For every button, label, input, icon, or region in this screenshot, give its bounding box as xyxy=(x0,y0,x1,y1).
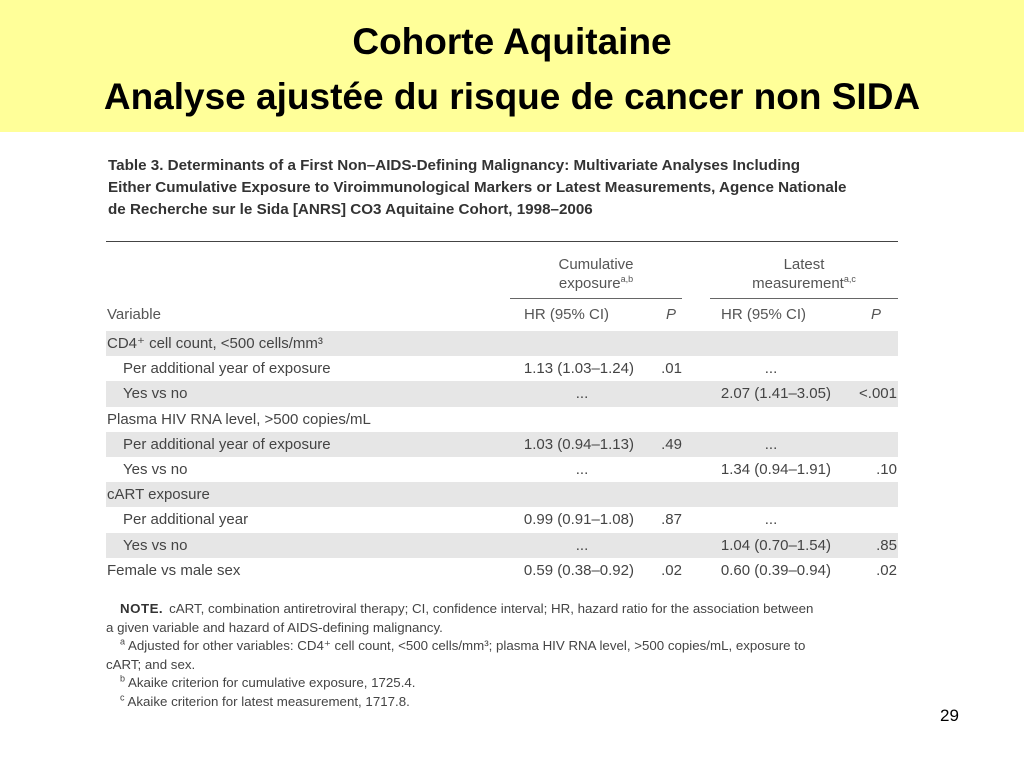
cell-variable: CD4⁺ cell count, <500 cells/mm³ xyxy=(107,335,323,352)
group1-sup: a,b xyxy=(620,274,634,284)
cell-hr-latest: 1.34 (0.94–1.91) xyxy=(720,460,831,478)
cell-variable: Plasma HIV RNA level, >500 copies/mL xyxy=(107,410,371,428)
table-title-line-1: Table 3. Determinants of a First Non–AIDS-Defining Malignancy: Multivariate Analyses Including xyxy=(108,157,800,174)
cell-hr-cumulative: 0.99 (0.91–1.08) xyxy=(523,511,634,529)
table-title-line-2: Either Cumulative Exposure to Viroimmunological Markers or Latest Measurements, Agence Nationale xyxy=(108,179,847,196)
table-row xyxy=(106,407,898,432)
col-header-hr-latest: HR (95% CI) xyxy=(721,306,807,323)
cell-variable: Yes vs no xyxy=(123,460,188,478)
cell-hr-cumulative: 1.03 (0.94–1.13) xyxy=(523,435,634,453)
cell-variable: Per additional year xyxy=(123,511,249,529)
group1-line1: Cumulative xyxy=(558,256,634,273)
col-header-p-cumulative: P xyxy=(666,306,677,323)
slide-title-line-1: Cohorte Aquitaine xyxy=(352,21,672,62)
cell-p-latest: .85 xyxy=(876,536,897,554)
cell-p-latest: <.001 xyxy=(859,385,897,403)
cell-hr-latest: 2.07 (1.41–3.05) xyxy=(720,385,831,403)
cell-hr-latest: 1.04 (0.70–1.54) xyxy=(720,536,831,554)
slide-title-line-2: Analyse ajustée du risque de cancer non SIDA xyxy=(103,76,921,117)
group2-line2: measurement$^{a,c}$ xyxy=(752,274,856,292)
group2-rule xyxy=(710,298,898,299)
table-title-line-3: de Recherche sur le Sida [ANRS] CO3 Aquitaine Cohort, 1998–2006 xyxy=(108,201,593,218)
title-band xyxy=(0,0,1024,132)
table-row xyxy=(106,457,898,482)
cell-variable: Yes vs no xyxy=(123,536,188,554)
table-row xyxy=(106,507,898,532)
cell-p-latest: .02 xyxy=(876,561,897,579)
table-row xyxy=(106,381,898,406)
table-row xyxy=(106,533,898,558)
table-row xyxy=(106,558,898,583)
table-top-rule xyxy=(106,241,898,242)
table-row xyxy=(106,331,898,356)
group2-sup: a,c xyxy=(843,274,856,284)
table-body xyxy=(106,331,898,583)
col-header-variable: Variable xyxy=(107,306,161,323)
cell-variable: Per additional year of exposure xyxy=(123,435,331,453)
cell-variable: Female vs male sex xyxy=(107,561,241,579)
cell-hr-cumulative: 0.59 (0.38–0.92) xyxy=(523,561,634,579)
col-header-hr-cumulative: HR (95% CI) xyxy=(524,306,610,323)
cell-variable: Yes vs no xyxy=(123,385,188,403)
note-line-2: a given variable and hazard of AIDS-defining malignancy. xyxy=(106,619,443,635)
cell-hr-cumulative: ... xyxy=(575,536,589,554)
cell-p-cumulative: .01 xyxy=(661,360,682,378)
cell-hr-latest: ... xyxy=(764,435,778,453)
table-notes xyxy=(106,600,898,711)
cell-p-cumulative: .87 xyxy=(661,511,682,529)
cell-hr-cumulative: ... xyxy=(575,460,589,478)
cell-hr-latest: ... xyxy=(764,360,778,378)
cell-p-cumulative: .49 xyxy=(661,435,682,453)
footnote-a: $^a$ Adjusted for other variables: CD4⁺ cell count, <500 cells/mm³; plasma HIV RNA level, >500 copies/mL, exposure to xyxy=(120,636,806,653)
cell-hr-latest: ... xyxy=(764,511,778,529)
table-row xyxy=(106,482,898,507)
page-number: 29 xyxy=(940,706,959,725)
note-label: NOTE. xyxy=(120,601,164,616)
table-block xyxy=(106,155,898,579)
col-header-p-latest: P xyxy=(871,306,882,323)
cell-hr-latest: 0.60 (0.39–0.94) xyxy=(720,561,831,579)
footnote-c: $^c$ Akaike criterion for latest measurement, 1717.8. xyxy=(120,692,410,709)
table-row xyxy=(106,356,898,381)
footnote-a-cont: cART; and sex. xyxy=(106,656,196,672)
cell-variable: cART exposure xyxy=(107,486,210,504)
cell-p-cumulative: .02 xyxy=(661,561,682,579)
cell-p-latest: .10 xyxy=(876,460,897,478)
cell-hr-cumulative: ... xyxy=(575,385,589,403)
cell-variable: Per additional year of exposure xyxy=(123,360,331,378)
group-header-latest xyxy=(710,255,898,293)
table-row xyxy=(106,432,898,457)
group1-line2: exposure$^{a,b}$ xyxy=(558,274,634,292)
cell-hr-cumulative: 1.13 (1.03–1.24) xyxy=(523,360,634,378)
group1-rule xyxy=(510,298,682,299)
footnote-b: $^b$ Akaike criterion for cumulative exposure, 1725.4. xyxy=(120,673,416,690)
note-line-1: NOTE. cART, combination antiretroviral therapy; CI, confidence interval; HR, hazard ratio for the association between xyxy=(120,601,814,616)
group-header-cumulative xyxy=(510,255,682,293)
group2-line1: Latest xyxy=(783,256,825,273)
